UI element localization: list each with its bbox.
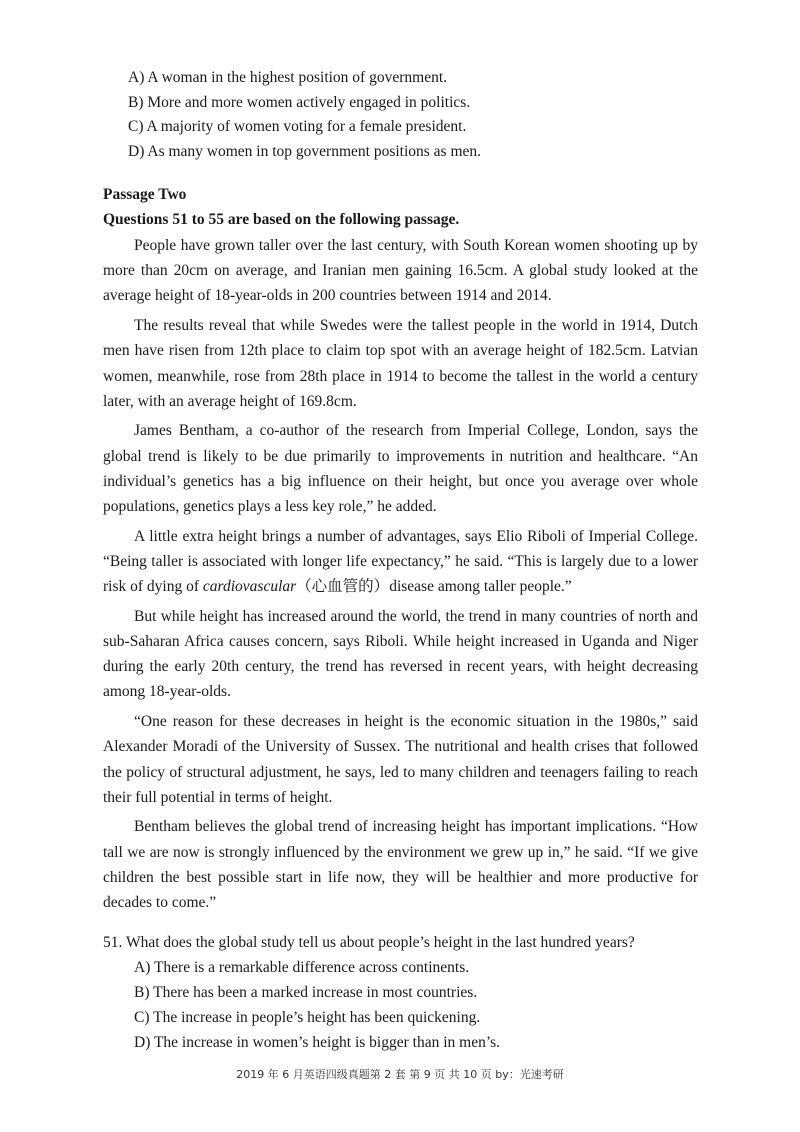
passage-title: Passage Two xyxy=(103,186,187,203)
question-options xyxy=(134,955,703,1055)
option-b: B) There has been a marked increase in most countries. xyxy=(134,984,478,1001)
paragraph-7: Bentham believes the global trend of increasing height has important implications. “How tall we are now is strongly influenced by the environment we grew up in,” he said. “If we give children the best possible start in life now, they will be healthier and more productive for decades to come.” xyxy=(103,818,698,912)
paragraph-5: But while height has increased around the world, the trend in many countries of north and sub-Saharan Africa causes concern, says Riboli. While height increased in Uganda and Niger during the early 20th century, the trend has reversed in recent years, with height decreasing among 18-year-olds. xyxy=(103,607,698,701)
passage-instruction: Questions 51 to 55 are based on the following passage. xyxy=(103,211,460,228)
option-a: A) A woman in the highest position of government. xyxy=(128,69,448,86)
paragraph-3: James Bentham, a co-author of the research from Imperial College, London, says the global trend is likely to be due primarily to improvements in nutrition and healthcare. “An individual’s genetics has a big influence on their height, but once you average over whole populations, genetics plays a less key role,” he added. xyxy=(103,422,698,516)
term-gloss: （心血管的） xyxy=(296,578,390,596)
paragraph-6: “One reason for these decreases in height is the economic situation in the 1980s,” said Alexander Moradi of the University of Sussex. The nutritional and health crises that followed the policy of structural adjustment, he says, led to many children and teenagers failing to reach their full potential in terms of height. xyxy=(103,713,698,806)
question-stem: 51. What does the global study tell us about people’s height in the last hundred years? xyxy=(103,934,635,951)
option-a: A) There is a remarkable difference across continents. xyxy=(134,959,470,976)
paragraph-2: The results reveal that while Swedes were the tallest people in the world in 1914, Dutch men have risen from 12th place to claim top spot with an average height of 182.5cm. Latvian women, meanwhile, rose from 28th place in 1914 to become the tallest in the world a century later, with an average height of 169.8cm. xyxy=(103,317,698,410)
option-d: D) As many women in top government positions as men. xyxy=(128,142,482,160)
paragraph-4 xyxy=(103,524,698,600)
option-c: C) A majority of women voting for a female president. xyxy=(128,118,467,135)
previous-question-options xyxy=(128,66,481,164)
page-footer: 2019 年 6 月英语四级真题第 2 套 第 9 页 共 10 页 by：光速考研 xyxy=(236,1068,564,1081)
question-51 xyxy=(103,930,703,1055)
option-d: D) The increase in women’s height is bigger than in men’s. xyxy=(134,1034,501,1051)
option-b: B) More and more women actively engaged in politics. xyxy=(128,93,471,111)
passage-body xyxy=(103,233,698,920)
paragraph-4-text-a: A little extra height brings a number of advantages, says Elio Riboli of Imperial College. “Being taller is associated with longer life expectancy,” he said. “This is largely due to a lower risk of dying of xyxy=(103,527,698,596)
paragraph-1: People have grown taller over the last century, with South Korean women shooting up by more than 20cm on average, and Iranian men gaining 16.5cm. A global study looked at the average height of 18-year-olds in 200 countries between 1914 and 2014. xyxy=(103,237,698,305)
paragraph-4-text-b: disease among taller people.” xyxy=(389,578,572,596)
option-c: C) The increase in people’s height has been quickening. xyxy=(134,1009,481,1026)
glossed-term: cardiovascular xyxy=(202,578,297,596)
